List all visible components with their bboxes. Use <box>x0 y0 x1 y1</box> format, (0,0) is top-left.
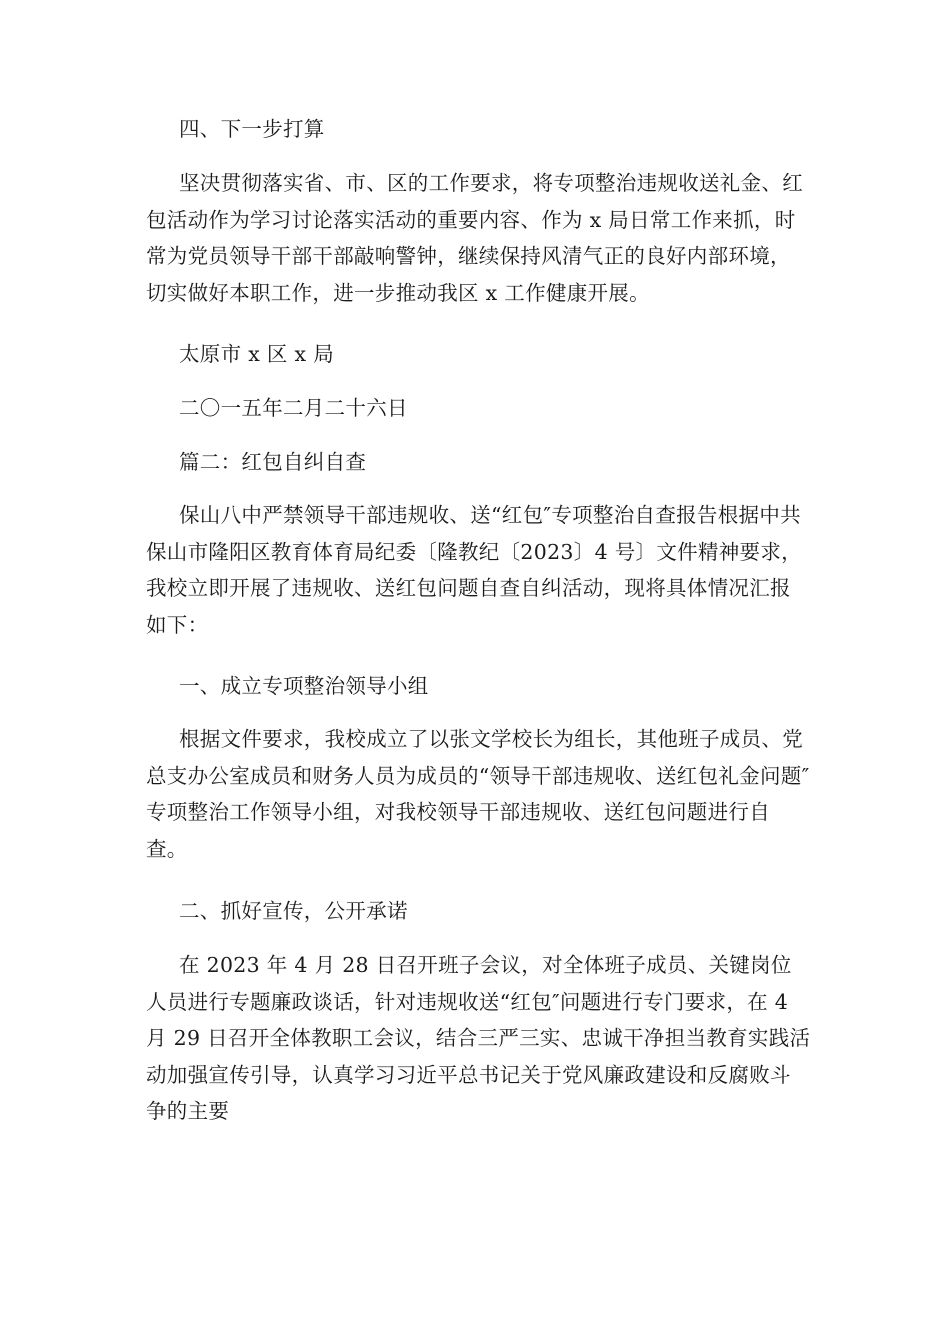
heading-two: 二、抓好宣传，公开承诺 <box>179 899 408 923</box>
signature-date: 二〇一五年二月二十六日 <box>179 396 408 420</box>
part-two-title: 篇二：红包自纠自查 <box>179 450 367 474</box>
signature-organization: 太原市 x 区 x 局 <box>179 342 334 366</box>
heading-one: 一、成立专项整治领导小组 <box>179 674 429 698</box>
paragraph-next-steps: 坚决贯彻落实省、市、区的工作要求，将专项整治违规收送礼金、红包活动作为学习讨论落实活动的重要内容、作为 x 局日常工作来抓，时常为党员领导干部干部敲响警钟，继续保持风清气正的良好内部环境，切实做好本职工作，进一步推动我区 x 工作健康开展。 <box>146 171 803 305</box>
paragraph-one: 根据文件要求，我校成立了以张文学校长为组长，其他班子成员、党总支办公室成员和财务人员为成员的“领导干部违规收、送红包礼金问题″专项整治工作领导小组，对我校领导干部违规收、送红包问题进行自查。 <box>146 727 810 861</box>
heading-next-steps: 四、下一步打算 <box>179 117 325 141</box>
intro-paragraph: 保山八中严禁领导干部违规收、送“红包″专项整治自查报告根据中共保山市隆阳区教育体育局纪委〔隆教纪〔2023〕4 号〕文件精神要求，我校立即开展了违规收、送红包问题自查自纠活动，现将具体情况汇报如下： <box>146 503 802 637</box>
paragraph-two: 在 2023 年 4 月 28 日召开班子会议，对全体班子成员、关键岗位人员进行专题廉政谈话，针对违规收送“红包″问题进行专门要求，在 4 月 29 日召开全体教职工会议，结合三严三实、忠诚干净担当教育实践活动加强宣传引导，认真学习习近平总书记关于党风廉政建设和反腐败斗争的主要 <box>146 953 811 1123</box>
